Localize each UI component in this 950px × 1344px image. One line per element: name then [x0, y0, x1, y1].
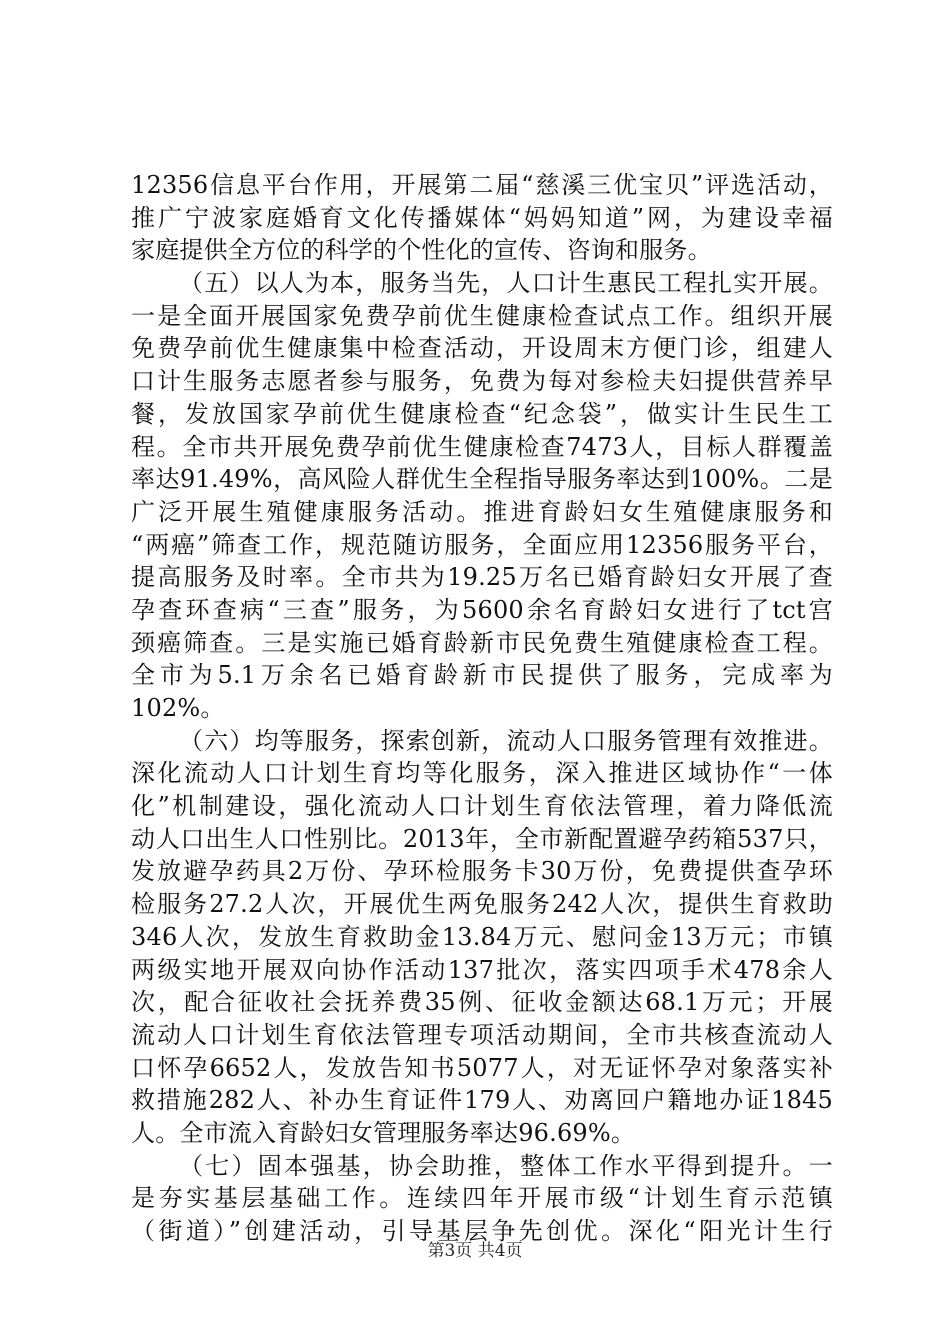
text-line: （街道）”创建活动，引导基层争先创优。深化“阳光计生行: [131, 1217, 833, 1245]
text-line: 检服务27.2人次，开展优生两免服务242人次，提供生育救助: [131, 890, 833, 919]
text-line: （七）固本强基，协会助推，整体工作水平得到提升。一: [179, 1151, 833, 1180]
document-body: [131, 169, 833, 1248]
text-line: 流动人口计划生育依法管理专项活动期间，全市共核查流动人: [131, 1020, 833, 1049]
text-line: 口计生服务志愿者参与服务，免费为每对参检夫妇提供营养早: [131, 367, 833, 396]
text-line: 12356信息平台作用，开展第二届“慈溪三优宝贝”评选活动，: [131, 171, 833, 199]
text-line: 提高服务及时率。全市共为19.25万名已婚育龄妇女开展了查: [131, 563, 833, 592]
text-line: 家庭提供全方位的科学的个性化的宣传、咨询和服务。: [131, 236, 712, 265]
text-line: 两级实地开展双向协作活动137批次，落实四项手术478余人: [131, 955, 833, 984]
text-line: 推广宁波家庭婚育文化传播媒体“妈妈知道”网，为建设幸福: [131, 203, 833, 232]
text-line: 一是全面开展国家免费孕前优生健康检查试点工作。组织开展: [131, 301, 833, 330]
text-line: “两癌”筛查工作，规范随访服务，全面应用12356服务平台，: [131, 530, 833, 559]
text-line: 孕查环查病“三查”服务，为5600余名育龄妇女进行了tct宫: [131, 595, 833, 624]
text-line: 率达91.49%，高风险人群优生全程指导服务率达到100%。二是: [131, 465, 833, 494]
text-line: 全市为5.1万余名已婚育龄新市民提供了服务，完成率为: [131, 661, 833, 690]
text-line: 程。全市共开展免费孕前优生健康检查7473人，目标人群覆盖: [131, 432, 833, 461]
text-line: 是夯实基层基础工作。连续四年开展市级“计划生育示范镇: [131, 1184, 833, 1213]
text-line: （五）以人为本，服务当先，人口计生惠民工程扎实开展。: [179, 269, 833, 298]
page-footer: 第3页 共4页: [427, 1241, 523, 1261]
text-line: 救措施282人、补办生育证件179人、劝离回户籍地办证1845: [131, 1086, 833, 1115]
text-line: 口怀孕6652人，发放告知书5077人，对无证怀孕对象落实补: [131, 1053, 833, 1082]
text-line: 免费孕前优生健康集中检查活动，开设周末方便门诊，组建人: [131, 334, 833, 363]
text-line: 102%。: [131, 694, 225, 722]
text-line: 动人口出生人口性别比。2013年，全市新配置避孕药箱537只，: [131, 824, 833, 853]
text-line: 次，配合征收社会抚养费35例、征收金额达68.1万元；开展: [131, 988, 833, 1017]
text-line: 人。全市流入育龄妇女管理服务率达96.69%。: [131, 1118, 636, 1147]
text-line: 餐，发放国家孕前优生健康检查“纪念袋”，做实计生民生工: [131, 399, 833, 428]
text-line: 颈癌筛查。三是实施已婚育龄新市民免费生殖健康检查工程。: [131, 628, 833, 657]
text-line: （六）均等服务，探索创新，流动人口服务管理有效推进。: [179, 726, 833, 755]
text-line: 发放避孕药具2万份、孕环检服务卡30万份，免费提供查孕环: [131, 857, 833, 886]
text-line: 深化流动人口计划生育均等化服务，深入推进区域协作“一体: [131, 759, 833, 788]
text-line: 广泛开展生殖健康服务活动。推进育龄妇女生殖健康服务和: [131, 497, 833, 526]
text-line: 化”机制建设，强化流动人口计划生育依法管理，着力降低流: [131, 792, 833, 821]
text-line: 346人次，发放生育救助金13.84万元、慰问金13万元；市镇: [131, 922, 833, 951]
